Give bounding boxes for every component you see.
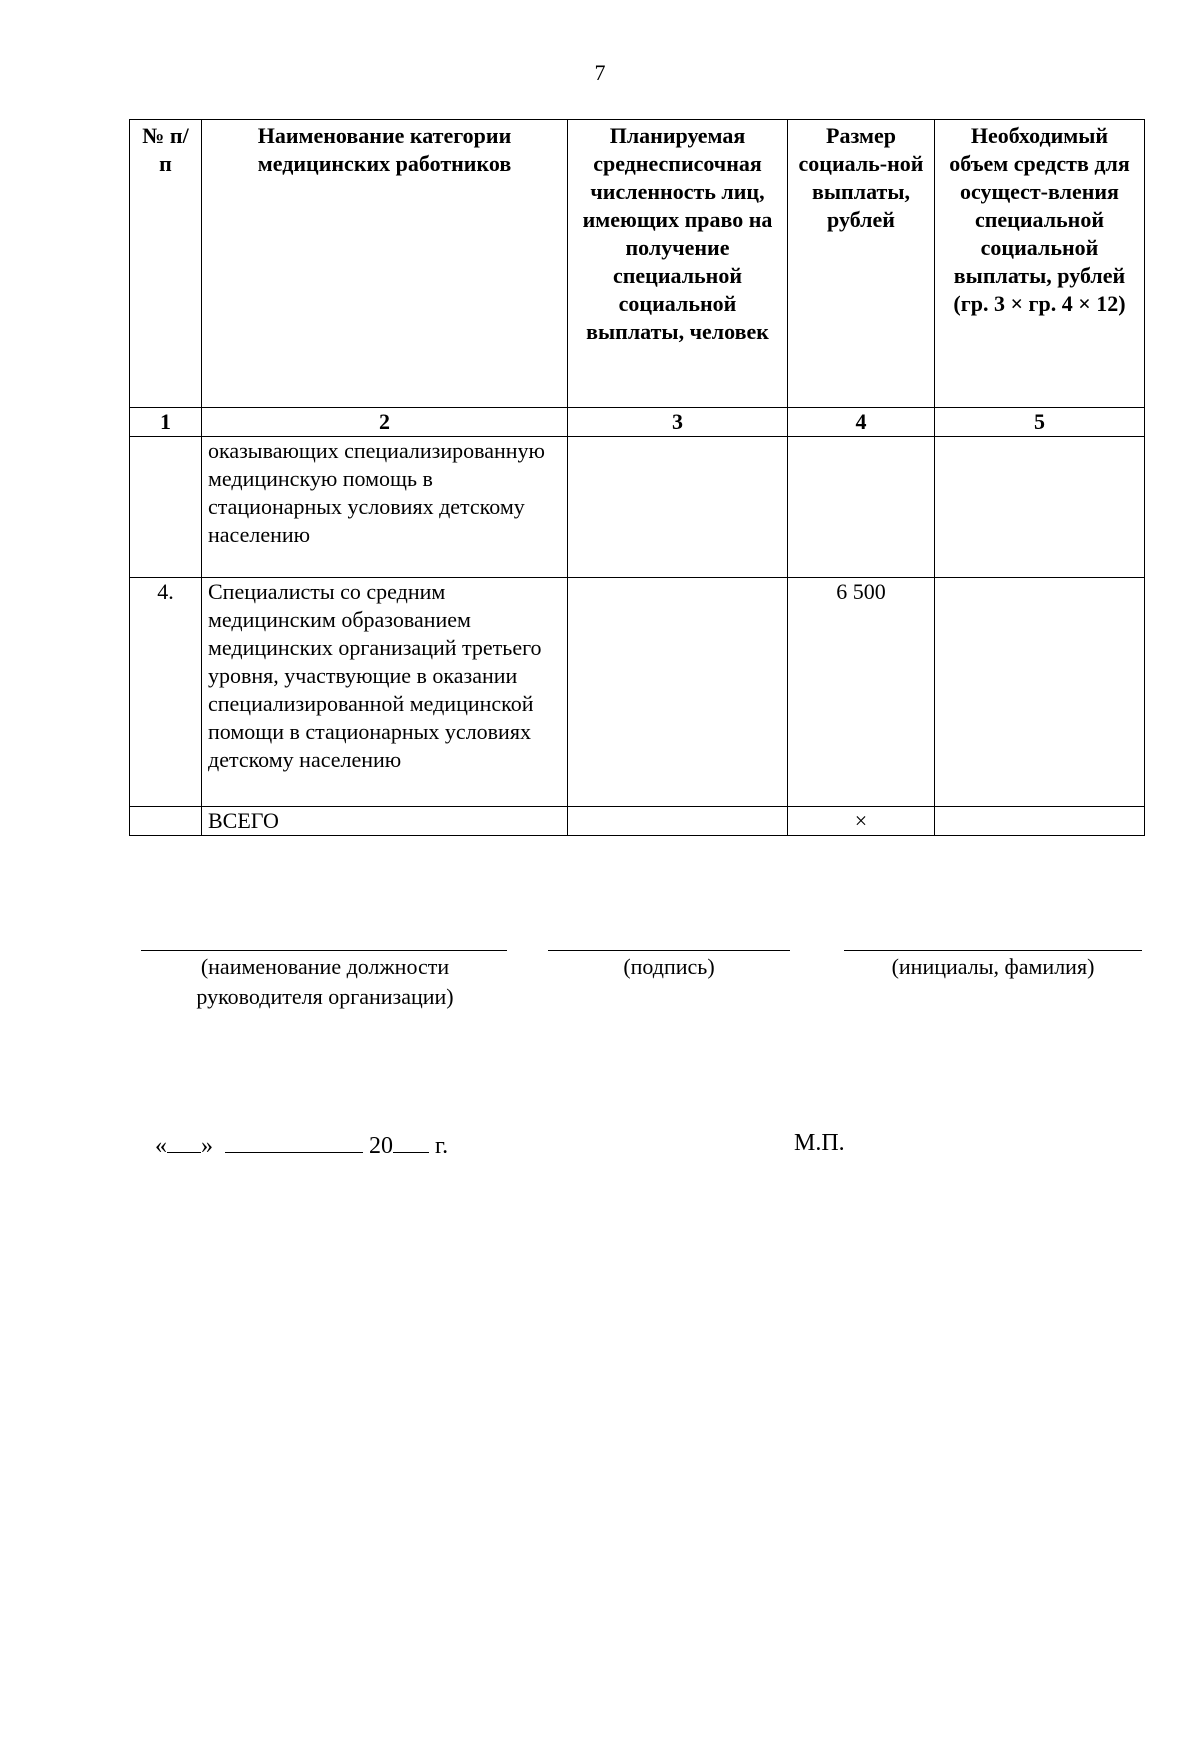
column-number: 3 bbox=[568, 408, 788, 437]
date-open-quote: « bbox=[155, 1133, 167, 1159]
row-amount bbox=[788, 437, 935, 578]
row-category: оказывающих специализированную медицинскую помощь в стационарных условиях детскому населению bbox=[202, 437, 568, 578]
header-planned-count: Планируемая среднесписочная численность лиц, имеющих право на получение специальной социальной выплаты, человек bbox=[568, 120, 788, 408]
name-line bbox=[844, 950, 1142, 951]
month-blank bbox=[225, 1130, 363, 1153]
header-category: Наименование категории медицинских работников bbox=[202, 120, 568, 408]
row-count bbox=[568, 437, 788, 578]
row-number bbox=[130, 807, 202, 836]
table-header-row bbox=[130, 120, 1145, 408]
table-row bbox=[130, 578, 1145, 807]
payment-table bbox=[129, 119, 1145, 836]
row-number bbox=[130, 437, 202, 578]
row-total bbox=[935, 807, 1145, 836]
column-numbers-row bbox=[130, 408, 1145, 437]
header-number: № п/п bbox=[130, 120, 202, 408]
header-payment-amount: Размер социаль-ной выплаты, рублей bbox=[788, 120, 935, 408]
row-count bbox=[568, 578, 788, 807]
stamp-placeholder: М.П. bbox=[794, 1130, 845, 1156]
position-label: (наименование должности руководителя организации) bbox=[196, 954, 454, 1009]
total-label: ВСЕГО bbox=[202, 807, 568, 836]
signature-line bbox=[548, 950, 790, 951]
column-number: 4 bbox=[788, 408, 935, 437]
column-number: 2 bbox=[202, 408, 568, 437]
row-count bbox=[568, 807, 788, 836]
year-prefix: 20 bbox=[369, 1133, 393, 1159]
row-category: Специалисты со средним медицинским образованием медицинских организаций третьего уровня, участвующие в оказании специализированной медицинской помощи в стационарных условиях детскому населению bbox=[202, 578, 568, 807]
total-row bbox=[130, 807, 1145, 836]
date-line bbox=[155, 1130, 448, 1160]
year-blank bbox=[393, 1130, 429, 1153]
signature-label: (подпись) bbox=[623, 954, 715, 979]
total-amount: × bbox=[788, 807, 935, 836]
row-total bbox=[935, 437, 1145, 578]
header-required-funds: Необходимый объем средств для осущест-вления специальной социальной выплаты, рублей (гр. 3 × гр. 4 × 12) bbox=[935, 120, 1145, 408]
page-number: 7 bbox=[594, 60, 606, 85]
column-number: 5 bbox=[935, 408, 1145, 437]
column-number: 1 bbox=[130, 408, 202, 437]
date-close-quote: » bbox=[201, 1133, 213, 1159]
name-label: (инициалы, фамилия) bbox=[891, 954, 1095, 979]
year-suffix: г. bbox=[435, 1133, 449, 1159]
row-number: 4. bbox=[130, 578, 202, 807]
table-row bbox=[130, 437, 1145, 578]
row-amount: 6 500 bbox=[788, 578, 935, 807]
position-line bbox=[141, 950, 507, 951]
row-total bbox=[935, 578, 1145, 807]
day-blank bbox=[167, 1130, 201, 1153]
